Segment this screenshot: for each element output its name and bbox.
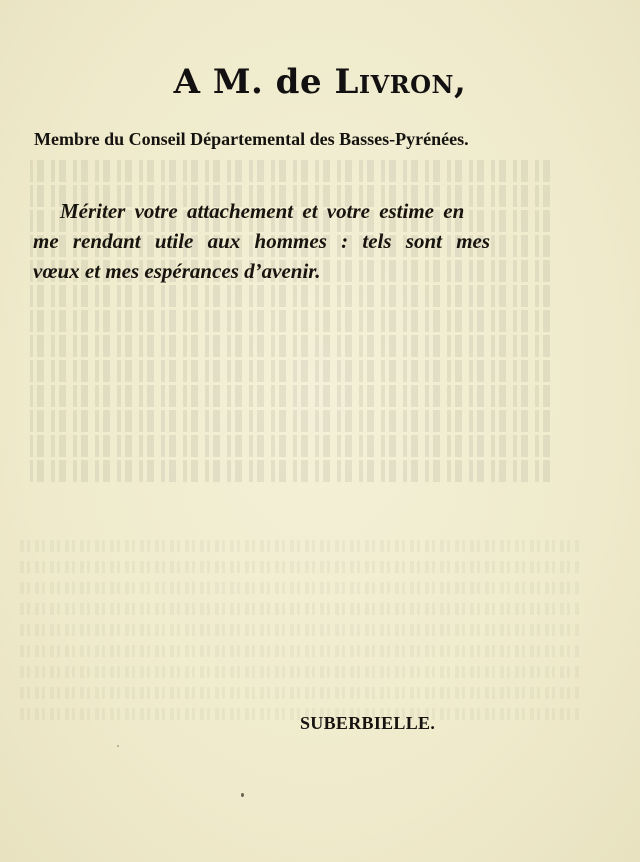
paper-speck [117, 745, 119, 747]
dedication-line: Mériter votre attachement et votre estime en [60, 199, 465, 223]
dedication-line: vœux et mes espérances d’avenir. [33, 259, 321, 283]
dedicatee-title: Membre du Conseil Départemental des Basses-Pyrénées. [34, 129, 469, 149]
signature: SUBERBIELLE. [300, 713, 436, 733]
dedication-text [33, 196, 503, 286]
dedication-heading [0, 62, 640, 102]
heading-name: Livron, [334, 62, 467, 102]
dedication-line: me rendant utile aux hommes : tels sont mes [33, 229, 491, 253]
heading-prefix: A M. de [173, 62, 323, 102]
paper-speck [241, 793, 244, 797]
